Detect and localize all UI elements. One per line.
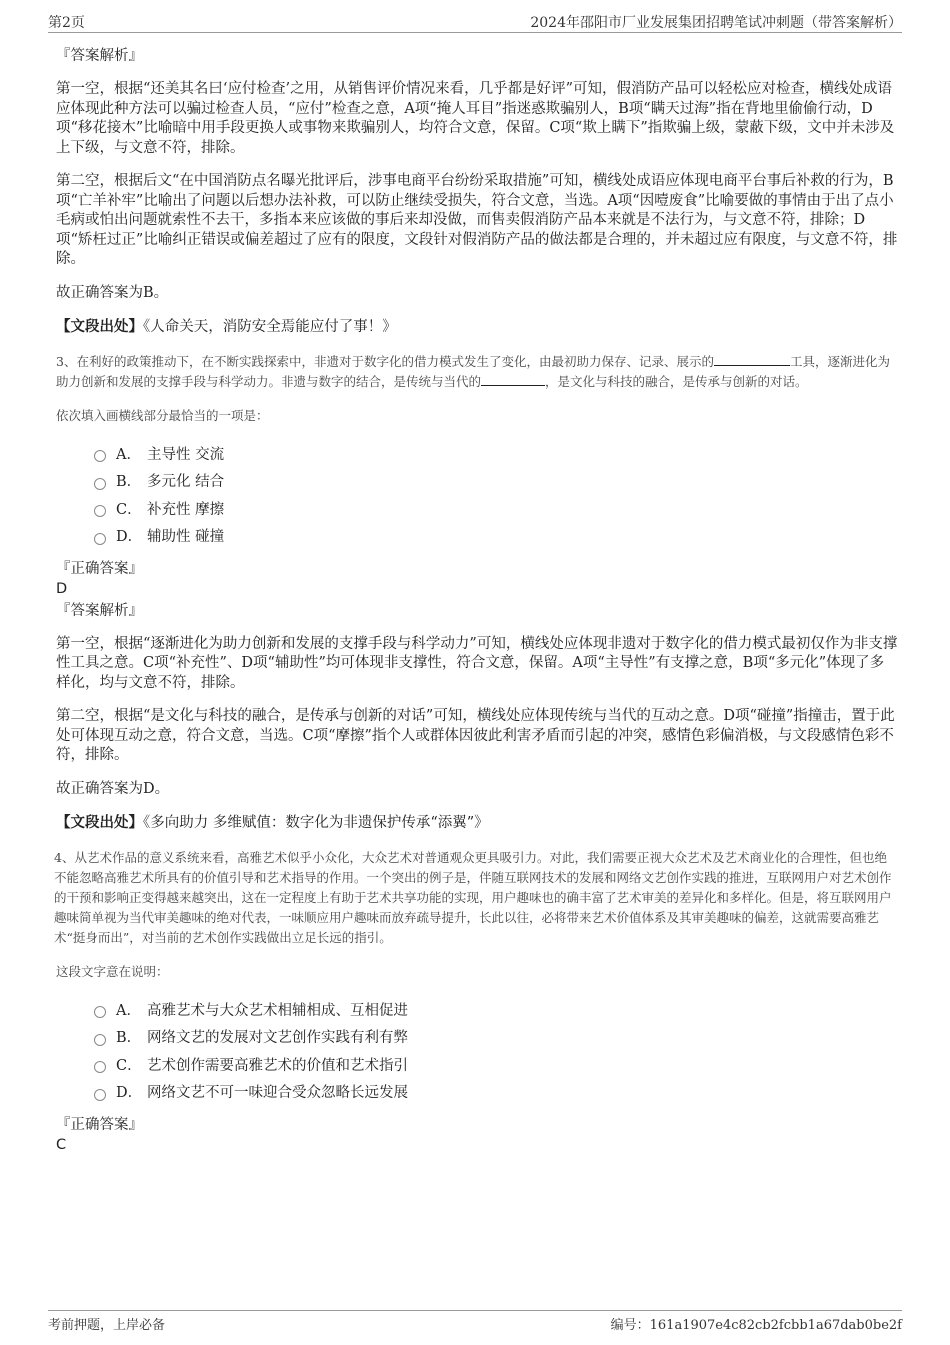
option-text: 多元化 结合 <box>147 474 225 491</box>
option-letter: C． <box>116 1057 142 1074</box>
radio-icon[interactable] <box>94 1061 106 1073</box>
q4-option-a[interactable] <box>94 996 898 1024</box>
page-header <box>48 12 902 32</box>
footer-serial: 编号：161a1907e4c82cb2fcbb1a67dab0be2f <box>610 1318 902 1333</box>
q3-option-d[interactable] <box>94 522 898 550</box>
q3-text-b: 工具，逐渐进化为助力创新和发展的支撑手段与科学动力。非遗与数字的结合，是传统与当代的 <box>56 353 890 389</box>
option-letter: C． <box>116 501 142 518</box>
option-text: 网络文艺不可一味迎合受众忽略长远发展 <box>147 1085 408 1102</box>
option-text: 辅助性 碰撞 <box>147 529 225 546</box>
q4-option-d[interactable] <box>94 1078 898 1106</box>
footer-divider <box>48 1310 902 1311</box>
q3-answer-title: 『正确答案』 <box>56 560 143 577</box>
radio-icon[interactable] <box>94 1006 106 1018</box>
q3-option-a[interactable] <box>94 440 898 468</box>
footer-slogan: 考前押题，上岸必备 <box>48 1318 166 1333</box>
q3-analysis-title: 『答案解析』 <box>56 602 143 619</box>
option-letter: D． <box>116 1085 143 1102</box>
radio-icon[interactable] <box>94 505 106 517</box>
option-text: 补充性 摩擦 <box>147 501 225 518</box>
document-title: 2024年邵阳市厂业发展集团招聘笔试冲刺题（带答案解析） <box>530 15 902 31</box>
option-text: 艺术创作需要高雅艺术的价值和艺术指引 <box>147 1057 408 1074</box>
q4-prompt: 这段文字意在说明： <box>56 963 169 979</box>
q2-source <box>56 317 898 338</box>
page-content <box>56 44 898 1157</box>
option-text: 网络文艺的发展对文艺创作实践有利有弊 <box>147 1030 408 1047</box>
q4-answer: C <box>56 1136 67 1153</box>
radio-icon[interactable] <box>94 450 106 462</box>
page-number: 第2页 <box>48 15 85 31</box>
q3-answer: D <box>56 580 68 597</box>
option-letter: D． <box>116 529 143 546</box>
option-letter: B． <box>116 1030 142 1047</box>
option-text: 主导性 交流 <box>147 446 225 463</box>
q3-analysis-para-1: 第一空，根据“逐渐进化为助力创新和发展的支撑手段与科学动力”可知，横线处应体现非遗对于数字化的借力模式最初仅作为非支撑性工具之意。C项“补充性”、D项“辅助性”均可体现非支撑性，符合文意，保留。A项“主导性”有支撑之意，B项“多元化”体现了多样化，均与文意不符，排除。 <box>56 635 898 691</box>
q3-source-text: 《多向助力 多维赋值：数字化为非遗保护传承“添翼”》 <box>143 815 489 831</box>
header-divider <box>48 32 902 33</box>
q2-analysis-title: 『答案解析』 <box>56 48 143 64</box>
q4-options <box>94 996 898 1106</box>
q3-blank-2 <box>481 375 545 386</box>
q3-text-a: 3、在利好的政策推动下，在不断实践探索中，非遗对于数字化的借力模式发生了变化，由最初助力保存、记录、展示的 <box>56 353 714 369</box>
option-letter: A． <box>116 1002 141 1019</box>
q4-question: 4、从艺术作品的意义系统来看，高雅艺术似乎小众化，大众艺术对普通观众更具吸引力。对此，我们需要正视大众艺术及艺术商业化的合理性，但也绝不能忽略高雅艺术所具有的价值引导和艺术指导的作用。一个突出的例子是，伴随互联网技术的发展和网络文艺创作实践的推进，互联网用户对艺术创作的干预和影响正变得越来越突出，这在一定程度上有助于艺术共享功能的实现，用户趣味也的确丰富了艺术审美的差异化和多样化。但是，将互联网用户趣味简单视为当代审美趣味的绝对代表，一味顺应用户趣味而放弃疏导提升，长此以往，必将带来艺术价值体系及其审美趣味的偏差，这就需要高雅艺术“挺身而出”，对当前的艺术创作实践做出立足长远的指引。 <box>54 849 892 945</box>
q3-blank-1 <box>714 355 790 366</box>
q3-option-b[interactable] <box>94 467 898 495</box>
q3-option-c[interactable] <box>94 495 898 523</box>
q3-source-label: 【文段出处】 <box>56 814 143 831</box>
q3-prompt: 依次填入画横线部分最恰当的一项是： <box>56 407 269 423</box>
q3-options <box>94 440 898 550</box>
q4-answer-title: 『正确答案』 <box>56 1116 143 1133</box>
q2-analysis-para-1: 第一空，根据“还美其名曰‘应付检查’之用，从销售评价情况来看，几乎都是好评”可知，假消防产品可以轻松应对检查，横线处成语应体现此种方法可以骗过检查人员，“应付”检查之意，A项“掩人耳目”指迷惑欺骗别人，B项“瞒天过海”指在背地里偷偷行动，D项“移花接木”比喻暗中用手段更换人或事物来欺骗别人，均符合文意，保留。C项“欺上瞒下”指欺骗上级，蒙蔽下级，文中并未涉及上下级，与文意不符，排除。 <box>56 81 895 156</box>
option-text: 高雅艺术与大众艺术相辅相成、互相促进 <box>147 1002 408 1019</box>
q2-analysis-para-2: 第二空，根据后文“在中国消防点名曝光批评后，涉事电商平台纷纷采取措施”可知，横线处成语应体现电商平台事后补救的行为，B项“亡羊补牢”比喻出了问题以后想办法补救，可以防止继续受损失，符合文意，当选。A项“因噎废食”比喻要做的事情由于出了点小毛病或怕出问题就索性不去干，多指本来应该做的事后来却没做，而售卖假消防产品本来就是不法行为，与文意不符，排除；D项“矫枉过正”比喻纠正错误或偏差超过了应有的限度，文段针对假消防产品的做法都是合理的，并未超过应有限度，与文意不符，排除。 <box>56 173 898 267</box>
q3-source <box>56 813 898 834</box>
radio-icon[interactable] <box>94 1089 106 1101</box>
q4-option-c[interactable] <box>94 1051 898 1079</box>
q3-analysis-para-2: 第二空，根据“是文化与科技的融合，是传承与创新的对话”可知，横线处应体现传统与当代的互动之意。D项“碰撞”指撞击，置于此处可体现互动之意，符合文意，当选。C项“摩擦”指个人或群体因彼此利害矛盾而引起的冲突，感情色彩偏消极，与文段感情色彩不符，排除。 <box>56 708 895 763</box>
q3-question <box>56 352 898 392</box>
q2-source-label: 【文段出处】 <box>56 318 143 335</box>
radio-icon[interactable] <box>94 478 106 490</box>
q2-conclusion: 故正确答案为B。 <box>56 284 169 301</box>
radio-icon[interactable] <box>94 1034 106 1046</box>
option-letter: B． <box>116 474 142 491</box>
q4-option-b[interactable] <box>94 1023 898 1051</box>
radio-icon[interactable] <box>94 533 106 545</box>
q2-source-text: 《人命关天，消防安全焉能应付了事！》 <box>143 319 397 335</box>
q3-conclusion: 故正确答案为D。 <box>56 780 170 797</box>
q3-text-c: ，是文化与科技的融合，是传承与创新的对话。 <box>545 373 808 389</box>
option-letter: A． <box>116 446 141 463</box>
